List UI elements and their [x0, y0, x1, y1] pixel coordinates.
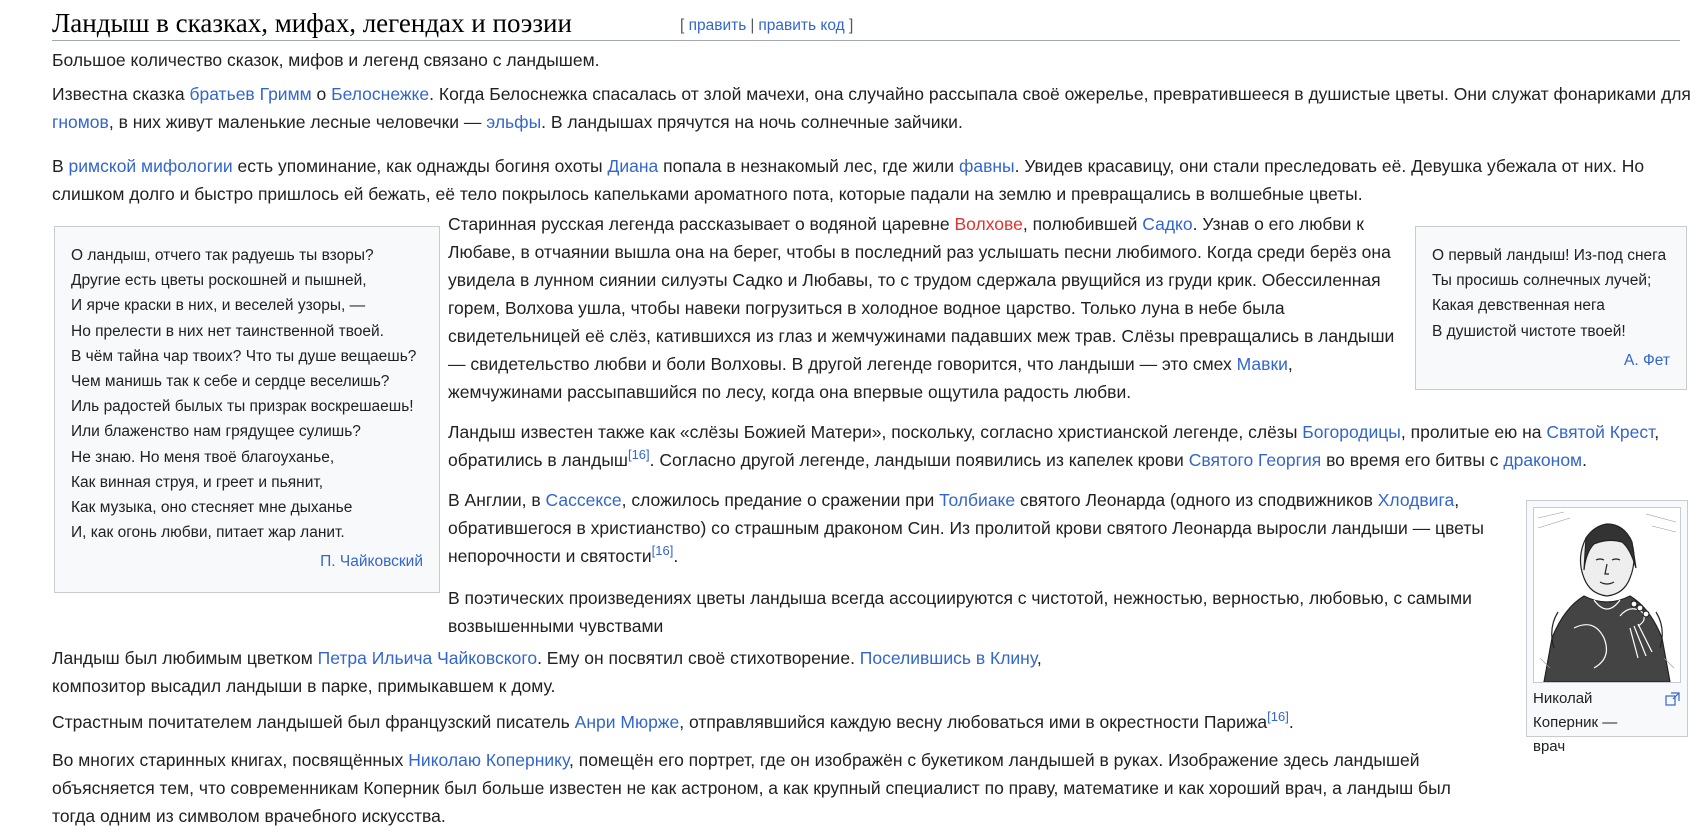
text: . В ландышах прячутся на ночь солнечные зайчики. [541, 112, 963, 132]
poem-line: О первый ландыш! Из-под снега [1432, 247, 1667, 264]
paragraph-tchaikovsky [52, 644, 1112, 700]
link-clovis[interactable]: Хлодвига [1377, 490, 1455, 510]
link-gnomes[interactable]: гномов [52, 112, 109, 132]
text: во время его битвы с [1321, 450, 1504, 470]
poem-line: Или блаженство нам грядущее сулишь? [71, 423, 361, 441]
poem-line: И ярче краски в них, и веселей узоры, — [71, 297, 366, 315]
reference-16[interactable] [628, 447, 650, 462]
link-copernicus[interactable]: Николаю Копернику [408, 750, 569, 770]
text: . [1582, 450, 1587, 470]
reference-link[interactable]: [16] [1267, 709, 1289, 725]
poem-box-tchaikovsky [54, 226, 440, 593]
copernicus-portrait-icon [1534, 508, 1680, 682]
link-elves[interactable]: эльфы [486, 112, 542, 132]
text: Известна сказка [52, 84, 190, 104]
text: , сложилось предание о сражении при [621, 490, 940, 510]
link-theotokos[interactable]: Богородицы [1302, 422, 1401, 442]
reference-16[interactable] [652, 543, 674, 558]
poem-line: В душистой чистоте твоей! [1432, 322, 1626, 340]
text: . Узнав о его любви к Любаве, в отчаянии вышла она на берег, чтобы в последний раз услышать песни любимого. Когда среди берёз она увидела в лунном сиянии силуэты Садко и Любавы, то с трудом сдержала рвущийся из груди крик. Обессиленная горем, Волхова ушла, чтобы навеки погрузиться в холодное водное царство. Только луна в небе была свидетельницей её слёз, катившихся из глаз и жемчужинами падавших меж трав. Слёзы превращались в ландыши — свидетельство любви и боли Волховы. В другой легенде говорится, что ландыши — это смех [448, 214, 1395, 374]
link-tolbiac[interactable]: Толбиаке [939, 490, 1016, 510]
text: . Когда Белоснежка спасалась от злой мачехи, она случайно рассыпала своё ожерелье, превратившееся в душистые цветы. Они служат фонариками для [429, 84, 1691, 104]
text: , полюбившей [1022, 214, 1143, 234]
text: . [1288, 712, 1294, 732]
paragraph-murger [52, 708, 1512, 736]
link-brothers-grimm[interactable]: братьев Гримм [189, 84, 312, 104]
link-mavka[interactable]: Мавки [1236, 354, 1288, 374]
text: есть упоминание, как однажды богиня охоты [232, 156, 608, 176]
link-henri-murger[interactable]: Анри Мюрже [574, 712, 680, 732]
text: , обратившегося в христианство) со страшным драконом Син. Из пролитой крови святого Леонарда выросли ландыши — цветы непорочности и святости [448, 490, 1484, 566]
link-saint-george[interactable]: Святого Георгия [1188, 450, 1322, 470]
link-roman-mythology[interactable]: римской мифологии [68, 156, 233, 176]
link-fauns[interactable]: фавны [958, 156, 1015, 176]
text: святого Леонарда (одного из сподвижников [1015, 490, 1378, 510]
edit-link[interactable]: править [688, 17, 747, 34]
poem-line: И, как огонь любви, питает жар ланит. [71, 524, 345, 542]
paragraph-volkhova-legend [448, 210, 1408, 406]
paragraph-roman-myth [52, 152, 1652, 208]
poem-line: Чем манишь так к себе и сердце веселишь? [71, 373, 390, 391]
paragraph-grimm [52, 80, 1692, 136]
edit-section-links [680, 16, 853, 36]
poem-line: О ландыш, отчего так радуешь ты взоры? [71, 247, 374, 264]
text: . Ему он посвятил своё стихотворение. [537, 648, 860, 668]
text: . Увидев красавицу, они стали преследовать её. Девушка убежала от них. Но слишком долго и быстро пришлось ей бежать, её тело покрылось капельками ароматного пота, которые падали на землю и превращались в волшебные цветы. [52, 156, 1645, 204]
poem-line: Иль радостей былых ты призрак воскрешаешь! [71, 398, 414, 416]
paragraph-sussex [448, 486, 1508, 570]
text: о [311, 84, 332, 104]
text: , отправлявшийся каждую весну любоваться ими в окрестности Парижа [679, 712, 1268, 732]
poem-author-link[interactable]: П. Чайковский [320, 553, 423, 571]
paragraph-intro: Большое количество сказок, мифов и легенд связано с ландышем. [52, 50, 600, 70]
section-heading [52, 6, 1680, 41]
paragraph-copernicus [52, 746, 1472, 830]
poem-line: Какая девственная нега [1432, 297, 1605, 315]
poem-lines [1432, 243, 1670, 344]
thumbnail-figure [1526, 500, 1688, 755]
link-tchaikovsky[interactable]: Петра Ильича Чайковского [317, 648, 538, 668]
poem-line: Другие есть цветы роскошней и пышней, [71, 272, 367, 290]
text: Ландыш был любимым цветком [52, 648, 318, 668]
reference-link[interactable]: [16] [627, 447, 650, 463]
poem-line: В чём тайна чар твоих? Что ты душе вещаешь? [71, 347, 417, 365]
edit-separator: | [750, 17, 755, 34]
thumbnail-caption: Николай Коперник — врач [1533, 690, 1618, 755]
text: В [52, 156, 69, 176]
link-sussex[interactable]: Сассексе [545, 490, 622, 510]
text: , в них живут маленькие лесные человечки — [108, 112, 487, 132]
poem-line: Но прелести в них нет таинственной твоей. [71, 322, 384, 340]
text: , помещён его портрет, где он изображён с букетиком ландышей в руках. Изображение здесь ландышей объясняется тем, что современникам Коперник был больше известен не как астроном, а как крупный специалист по праву, математике и как хороший врач, а ландыш был тогда одним из символом врачебного искусства. [52, 750, 1451, 826]
text: , обратились в ландыш [448, 422, 1660, 470]
section-title: Ландыш в сказках, мифах, легендах и поэзии [52, 8, 572, 38]
edit-bracket-close: ] [848, 17, 854, 34]
copernicus-portrait-image[interactable] [1533, 507, 1681, 683]
reference-link[interactable]: [16] [651, 543, 674, 559]
text: В Англии, в [448, 490, 546, 510]
paragraph-tears-of-mary [448, 418, 1692, 474]
poem-line: Не знаю. Но меня твоё благоуханье, [71, 448, 335, 466]
link-volkhova[interactable]: Волхове [954, 214, 1023, 234]
edit-bracket-open: [ [680, 17, 685, 34]
link-klin[interactable]: Поселившись в Клину [859, 648, 1037, 668]
enlarge-icon[interactable] [1665, 691, 1681, 707]
paragraph-poetry: В поэтических произведениях цветы ландыша всегда ассоциируются с чистотой, нежностью, верностью, любовью, с самыми возвышенными чувствами [448, 588, 1472, 636]
text: Страстным почитателем ландышей был французский писатель [52, 712, 575, 732]
edit-code-link[interactable]: править код [758, 17, 845, 34]
text: . Согласно другой легенде, ландыши появились из капелек крови [649, 450, 1189, 470]
text: , жемчужинами рассыпавшийся по лесу, когда она впервые ощутила радость любви. [448, 354, 1293, 402]
poem-line: Как винная струя, и греет и пьянит, [71, 473, 324, 491]
text: Ландыш известен также как «слёзы Божией Матери», поскольку, согласно христианской легенде, слёзы [448, 422, 1303, 442]
poem-lines [71, 243, 423, 545]
poem-line: Ты просишь солнечных лучей; [1432, 272, 1652, 290]
text: попала в незнакомый лес, где жили [658, 156, 959, 176]
reference-16[interactable] [1267, 709, 1289, 724]
text: Старинная русская легенда рассказывает о водяной царевне [448, 214, 955, 234]
link-snow-white[interactable]: Белоснежке [331, 84, 430, 104]
text: Во многих старинных книгах, посвящённых [52, 750, 409, 770]
link-diana[interactable]: Диана [607, 156, 659, 176]
text: , пролитые ею на [1400, 422, 1547, 442]
poem-box-fet [1415, 226, 1687, 390]
poem-author-link[interactable]: А. Фет [1624, 351, 1670, 369]
poem-line: Как музыка, оно стесняет мне дыханье [71, 499, 353, 517]
text: , композитор высадил ландыши в парке, примыкавшем к дому. [52, 648, 1042, 696]
link-dragon[interactable]: драконом [1503, 450, 1583, 470]
link-sadko[interactable]: Садко [1142, 214, 1193, 234]
text: . [673, 546, 679, 566]
link-holy-cross[interactable]: Святой Крест [1546, 422, 1655, 442]
